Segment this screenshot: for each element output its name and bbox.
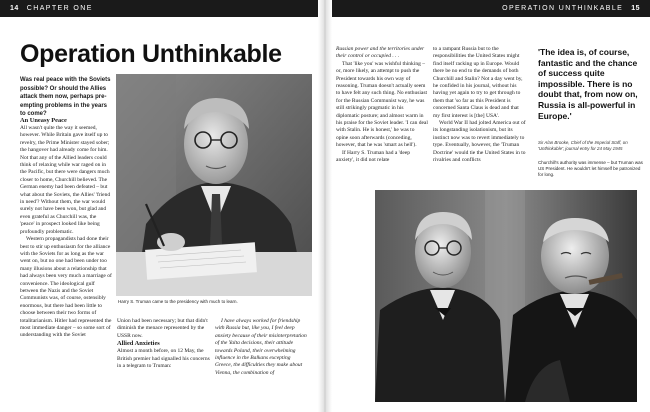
article-standfirst: Was real peace with the Soviets possible? Or should the Allies attack them now, perhaps pre-empting problems in the years to come? — [20, 77, 111, 118]
paragraph: Union had been necessary; but that didn't diminish the menace represented by the USSR now. — [117, 318, 208, 339]
truman-churchill-photo — [375, 190, 637, 402]
book-spine-gutter — [318, 0, 332, 412]
subhead-uneasy-peace: An Uneasy Peace — [20, 117, 67, 124]
paragraph: to a rampant Russia but to the responsibilities the United States might find itself racking up in Europe. Would there be no end to the demands of both Churchill and Stalin? Not a day went by, he confided in his journal, without his having yet again to try to get through to them that 'so far as this President is concerned Santa Claus is dead and that my first interest is [the] USA'. — [433, 46, 523, 119]
right-running-header — [332, 0, 650, 17]
text-column-5 — [433, 46, 526, 186]
paragraph: If Harry S. Truman had a 'deep anxiety', it did not relate — [336, 149, 411, 164]
churchill-telegram-quote-end: Russian power and the territories under their control or occupied . . . — [336, 46, 425, 60]
pull-quote-attribution: Sir Alan Brooke, Chief of the Imperial Staff, on 'Unthinkable'; journal entry for 24 May 1945 — [538, 140, 628, 151]
left-running-title: CHAPTER ONE — [26, 5, 93, 12]
right-page-number: 15 — [631, 5, 640, 12]
photo-2-caption: Churchill's authority was immense – but Truman was US President. He wouldn't let himself be patronized for long. — [538, 160, 643, 177]
pull-quote: 'The idea is, of course, fantastic and the chance of success quite impossible. There is no doubt that, from now on, Russia is all-powerful in Europe.' — [538, 47, 638, 121]
paragraph: World War II had jolted America out of its longstanding isolationism, but its instinct now was to revert immediately to type. Eventually, however, the 'Truman Doctrine' would tie the United States in to rivalries and conflicts — [433, 120, 526, 164]
left-page-number: 14 — [10, 5, 19, 12]
subhead-allied-anxieties: Allied Anxieties — [117, 340, 160, 348]
paragraph: Almost a month before, on 12 May, the British premier had signalled his concerns in a telegram to Truman: — [117, 348, 210, 370]
article-title: Operation Unthinkable — [20, 40, 282, 68]
right-running-title: OPERATION UNTHINKABLE — [502, 5, 624, 12]
photo-1-caption: Harry S. Truman came to the presidency with much to learn. — [118, 299, 238, 304]
paragraph: Western propagandists had done their best to stir up enthusiasm for the alliance with the Soviets for as long as the war went on, but no one had been under too many illusions about a relationship that had always been very much a marriage of convenience. The ideological gulf between the Nazis and the Soviet Communists was, of course, ostensibly enormous, but there had been little to choose between their two forms of totalitarianism. Hitler had represented the most immediate danger – so some sort of understanding with the Soviet — [20, 236, 112, 339]
left-running-header — [0, 0, 318, 17]
text-column-4 — [336, 46, 428, 186]
text-column-1 — [20, 117, 112, 402]
churchill-telegram-quote: I have always worked for friendship with Russia but, like you, I feel deep anxiety because of their misinterpretation of the Yalta decisions, their attitude towards Poland, their overwhelming influence in the Balkans excepting Greece, the difficulties they make about Vienna, the combination of — [215, 318, 307, 376]
paragraph: That 'like you' was wishful thinking – or, more likely, an attempt to push the President towards his own way of reasoning. Truman doesn't actually seem to have felt any such thing. No enthusiast for the Russian Communist way, he was still strikingly pragmatic in his diplomatic posture; and almost warm in his praise for the Soviet leader. 'I can deal with Stalin. He is honest,' he was to opine soon afterwards (conceding, however, that he was 'smart as hell'). — [336, 60, 428, 149]
text-column-2 — [117, 318, 210, 402]
truman-portrait-photo — [116, 74, 312, 296]
paragraph: All wasn't quite the way it seemed, however. While Britain gave itself up to revelry, the Prime Minister stayed sober; the hangover had already come for him. Not that any of the Allied leaders could think of relaxing while war raged on in the Pacific, but there were dangers much closer to home, Churchill believed. The German enemy had been defeated – but what about the Soviets, the Allies' 'friend in need'? Without them, the war would surely not have been won, but glad and even grateful as Churchill was, the 'peace' in prospect looked like being profoundly problematic. — [20, 125, 111, 235]
text-column-3 — [215, 318, 308, 402]
